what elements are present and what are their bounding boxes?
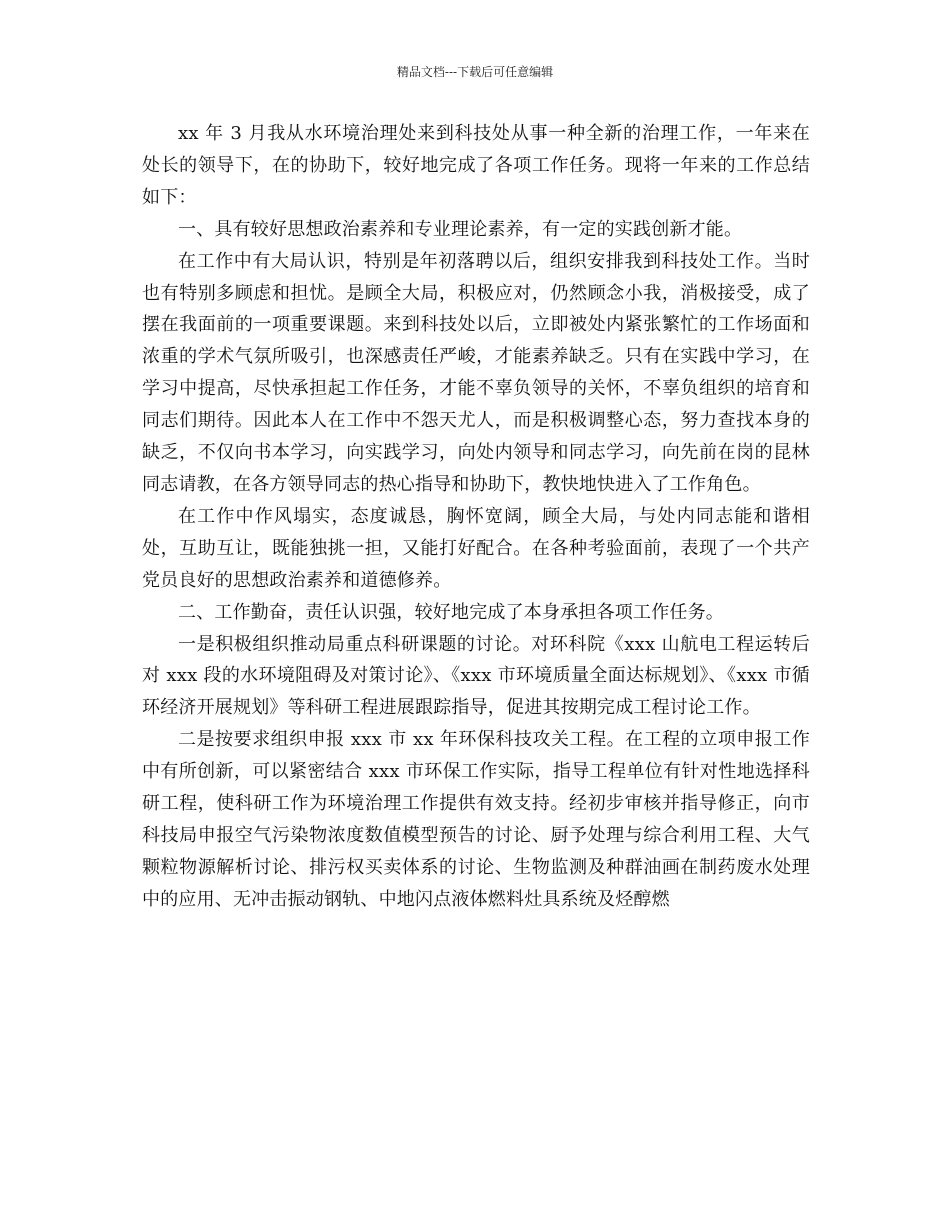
paragraph-item-1: 一是积极组织推动局重点科研课题的讨论。对环科院《xxx 山航电工程运转后对 xxx 段的水环境阻碍及对策讨论》、《xxx 市环境质量全面达标规划》、《xxx 市循环经济开展规划》等科研工程进展跟踪指导，促进其按期完成工程讨论工作。: [142, 633, 810, 719]
page-header: 精品文档---下载后可任意编辑: [396, 65, 554, 79]
document-body: [142, 118, 810, 916]
paragraph-heading-2: 二、工作勤奋，责任认识强，较好地完成了本身承担各项工作任务。: [178, 601, 724, 623]
paragraph-awareness: 在工作中有大局认识，特别是年初落聘以后，组织安排我到科技处工作。当时也有特别多顾虑和担忧。是顾全大局，积极应对，仍然顾念小我，消极接受，成了摆在我面前的一项重要课题。来到科技处以后，立即被处内紧张繁忙的工作场面和浓重的学术气氛所吸引，也深感责任严峻，才能素养缺乏。只有在实践中学习，在学习中提高，尽快承担起工作任务，才能不辜负领导的关怀，不辜负组织的培育和同志们期待。因此本人在工作中不怨天尤人，而是积极调整心态，努力查找本身的缺乏，不仅向书本学习，向实践学习，向处内领导和同志学习，向先前在岗的昆林同志请教，在各方领导同志的热心指导和协助下，教快地快进入了工作角色。: [142, 250, 810, 495]
paragraph-item-2: 二是按要求组织申报 xxx 市 xx 年环保科技攻关工程。在工程的立项申报工作中有所创新，可以紧密结合 xxx 市环保工作实际，指导工程单位有针对性地选择科研工程，使科研工作为环境治理工作提供有效支持。经初步审核并指导修正，向市科技局申报空气污染物浓度数值模型预告的讨论、厨予处理与综合利用工程、大气颗粒物源解析讨论、排污权买卖体系的讨论、生物监测及种群油画在制药废水处理中的应用、无冲击振动钢轨、中地闪点液体燃料灶具系统及烃醇燃: [142, 729, 810, 910]
paragraph-heading-1: 一、具有较好思想政治素养和专业理论素养，有一定的实践创新才能。: [178, 218, 743, 240]
paragraph-intro: xx 年 3 月我从水环境治理处来到科技处从事一种全新的治理工作，一年来在处长的领导下，在的协助下，较好地完成了各项工作任务。现将一年来的工作总结如下：: [142, 123, 810, 208]
paragraph-style: 在工作中作风塌实，态度诚恳，胸怀宽阔，顾全大局，与处内同志能和谐相处，互助互让，既能独挑一担，又能打好配合。在各种考验面前，表现了一个共产党员良好的思想政治素养和道德修养。: [142, 505, 810, 591]
